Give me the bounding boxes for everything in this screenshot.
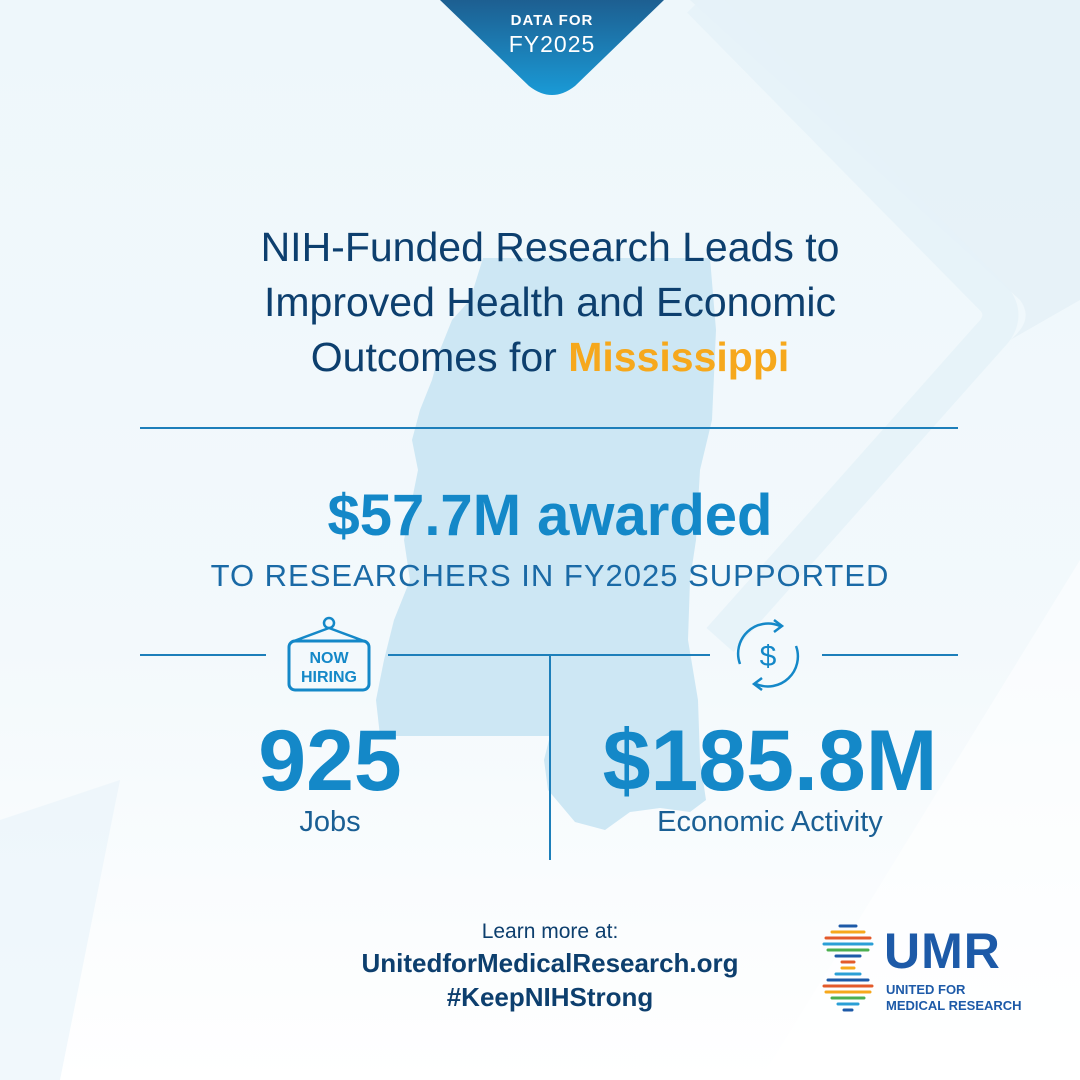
umr-logo-subtitle [886,982,1056,1014]
divider-top [140,427,958,429]
svg-text:$: $ [759,640,777,673]
divider-vertical [549,655,551,860]
award-subtitle: TO RESEARCHERS IN FY2025 SUPPORTED [210,558,890,593]
umr-logo-line-1: UNITED FOR [886,982,966,997]
icon-text-hiring: HIRING [301,669,357,686]
website-link[interactable]: UnitedforMedicalResearch.org [361,948,739,978]
hashtag: #KeepNIHStrong [446,982,654,1012]
dollar-cycle-icon [728,616,808,694]
badge-year: FY2025 [508,31,596,57]
award-amount: $57.7M awarded [327,483,773,548]
now-hiring-sign-icon [284,615,374,695]
headline-line-2: Improved Health and Economic [263,279,837,325]
umr-logo-wordmark: UMR [884,923,1001,979]
divider-left-a [140,654,266,656]
headline-line-3 [120,330,980,385]
icon-text-now: NOW [309,650,349,667]
badge-label: DATA FOR [510,12,594,29]
divider-right [822,654,958,656]
state-name: Mississippi [568,334,790,380]
headline-line-1: NIH-Funded Research Leads to [260,224,840,270]
umr-logo-icon [820,920,876,1016]
economic-label: Economic Activity [657,806,883,838]
umr-logo-line-2: MEDICAL RESEARCH [886,998,1022,1013]
learn-more-label: Learn more at: [481,920,619,943]
headline-prefix: Outcomes for [310,334,569,380]
headline [120,220,980,385]
economic-value: $185.8M [602,713,938,809]
jobs-value: 925 [258,713,402,809]
jobs-label: Jobs [299,806,361,838]
